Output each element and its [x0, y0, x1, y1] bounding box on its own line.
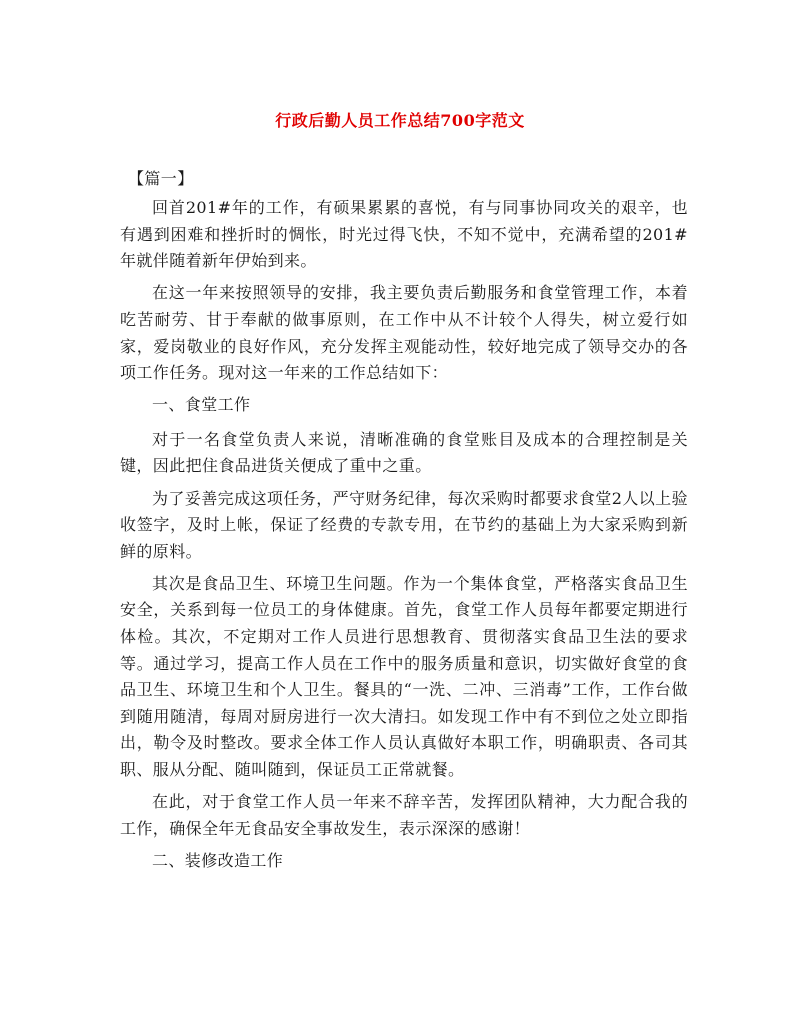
section-heading-canteen: 一、食堂工作 [152, 395, 251, 415]
document-title: 行政后勤人员工作总结700字范文 [275, 111, 525, 130]
paragraph-intro: 回首201#年的工作，有硕果累累的喜悦，有与同事协同攻关的艰辛，也有遇到困难和挫折时的惆怅，时光过得飞快，不知不觉中，充满希望的201#年就伴随着新年伊始到来。 [120, 198, 688, 271]
document-body [120, 166, 688, 882]
section-heading-renovation: 二、装修改造工作 [152, 850, 284, 870]
paragraph-hygiene: 其次是食品卫生、环境卫生问题。作为一个集体食堂，严格落实食品卫生安全，关系到每一位员工的身体健康。首先，食堂工作人员每年都要定期进行体检。其次，不定期对工作人员进行思想教育、贯彻落实食品卫生法的要求等。通过学习，提高工作人员在工作中的服务质量和意识，切实做好食堂的食品卫生、环境卫生和个人卫生。餐具的“一洗、二冲、三消毒”工作，工作台做到随用随清，每周对厨房进行一次大清扫。如发现工作中有不到位之处立即指出，勒令及时整改。要求全体工作人员认真做好本职工作，明确职责、各司其职、服从分配、随叫随到，保证员工正常就餐。 [120, 573, 688, 779]
paragraph-procurement: 为了妥善完成这项任务，严守财务纪律，每次采购时都要求食堂2人以上验收签字，及时上帐，保证了经费的专款专用，在节约的基础上为大家采购到新鲜的原料。 [120, 488, 688, 561]
paragraph-canteen-accounts: 对于一名食堂负责人来说，清晰准确的食堂账目及成本的合理控制是关键，因此把住食品进货关便成了重中之重。 [120, 429, 688, 476]
paragraph-thanks: 在此，对于食堂工作人员一年来不辞辛苦，发挥团队精神，大力配合我的工作，确保全年无食品安全事故发生，表示深深的感谢！ [120, 792, 688, 838]
paragraph-duties: 在这一年来按照领导的安排，我主要负责后勤服务和食堂管理工作，本着吃苦耐劳、甘于奉献的做事原则，在工作中从不计较个人得失，树立爱行如家，爱岗敬业的良好作风，充分发挥主观能动性，较好地完成了领导交办的各项工作任务。现对这一年来的工作总结如下： [120, 283, 688, 383]
section-label: 【篇一】 [128, 169, 194, 188]
